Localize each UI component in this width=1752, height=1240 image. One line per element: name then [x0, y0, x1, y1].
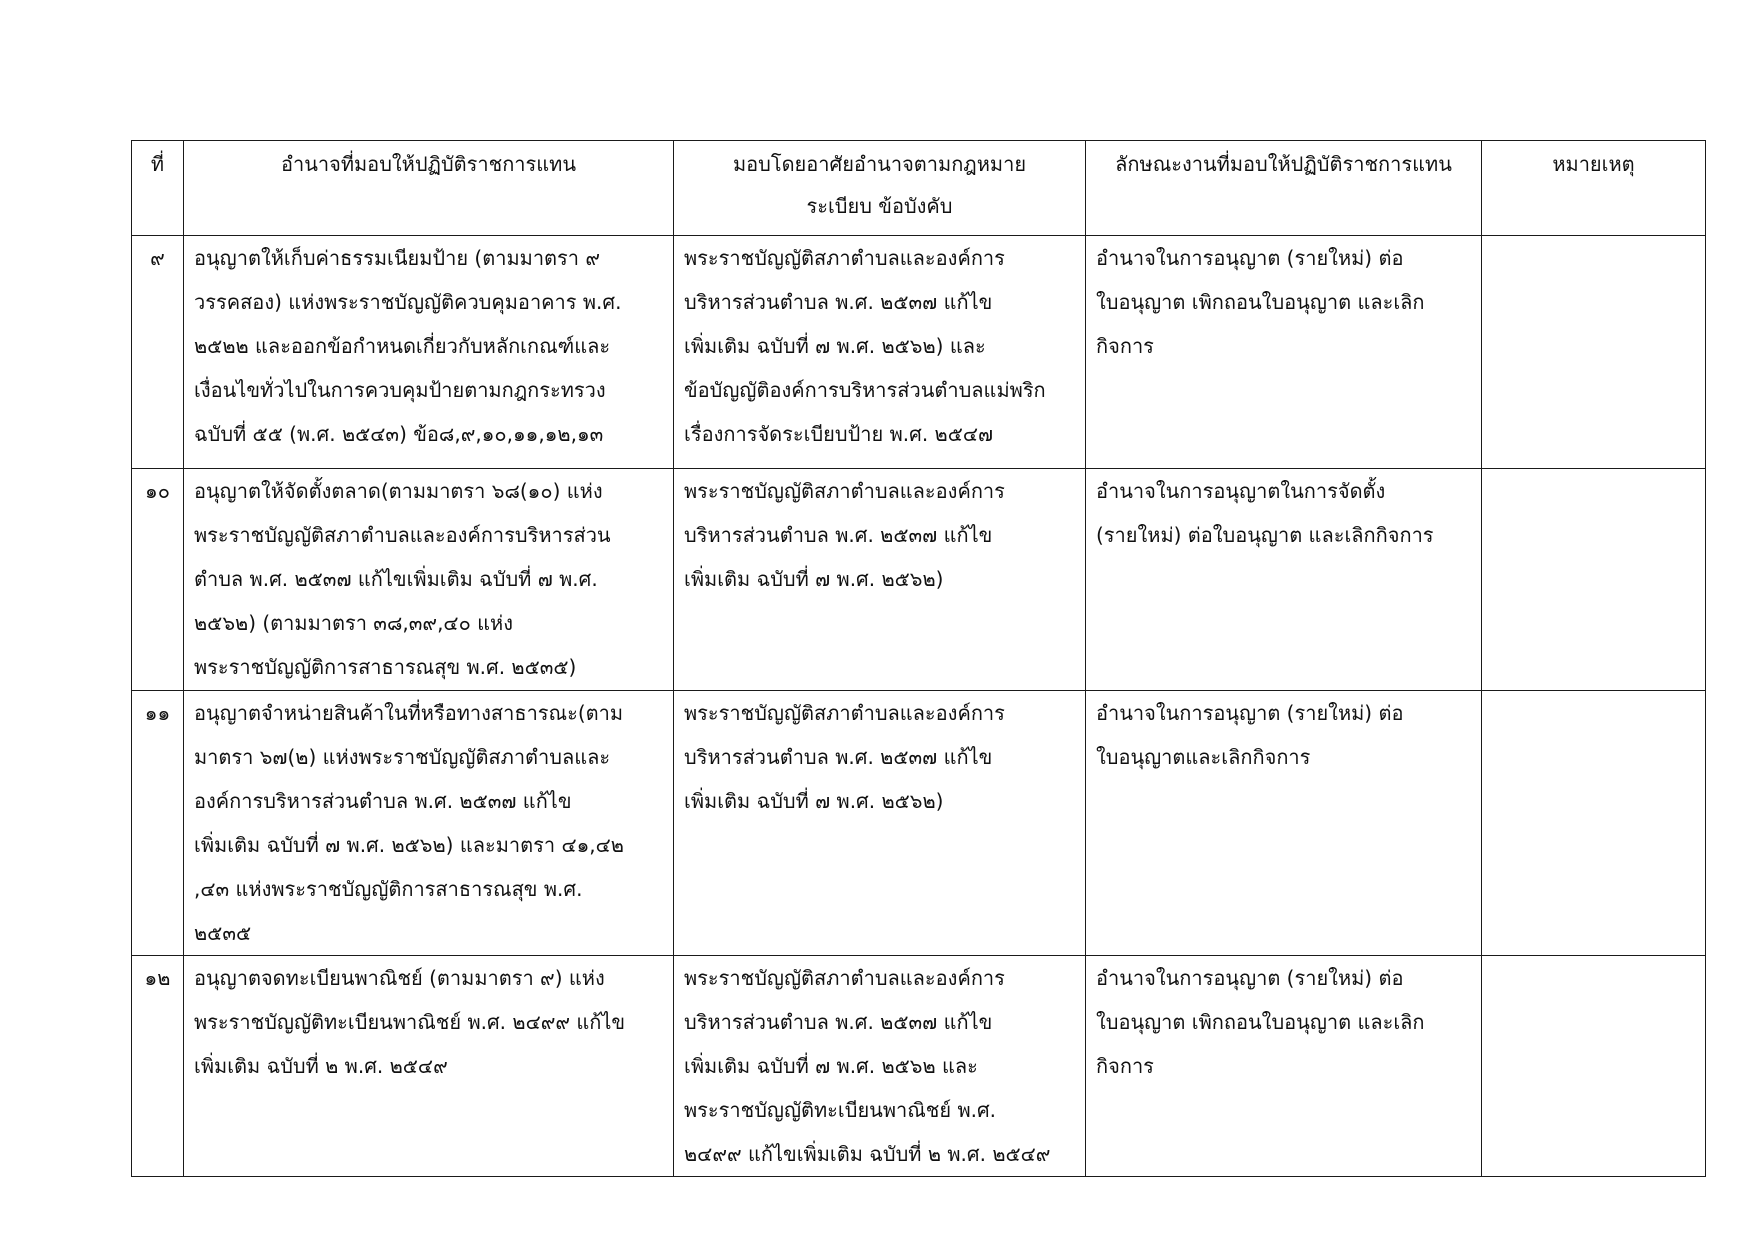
text-line: ๒๔๙๙ แก้ไขเพิ่มเติม ฉบับที่ ๒ พ.ศ. ๒๕๔๙: [684, 1142, 1051, 1166]
text-line: พระราชบัญญัติสภาตำบลและองค์การ: [684, 479, 1005, 503]
power-cell: [184, 691, 674, 956]
law-cell: [674, 691, 1086, 956]
text-line: พระราชบัญญัติทะเบียนพาณิชย์ พ.ศ. ๒๔๙๙ แก้ไข: [194, 1010, 626, 1034]
text-line: ตำบล พ.ศ. ๒๕๓๗ แก้ไขเพิ่มเติม ฉบับที่ ๗ พ.ศ.: [194, 567, 598, 591]
text-line: ใบอนุญาต เพิกถอนใบอนุญาต และเลิก: [1096, 1010, 1425, 1034]
text-line: อนุญาตจำหน่ายสินค้าในที่หรือทางสาธารณะ(ตาม: [194, 701, 624, 725]
header-note: [1482, 141, 1706, 236]
table-row: [132, 469, 1706, 691]
table-row: [132, 956, 1706, 1177]
text-line: องค์การบริหารส่วนตำบล พ.ศ. ๒๕๓๗ แก้ไข: [194, 789, 572, 813]
text-line: อำนาจที่มอบให้ปฏิบัติราชการแทน: [280, 152, 577, 176]
text-line: เพิ่มเติม ฉบับที่ ๗ พ.ศ. ๒๕๖๒) และ: [684, 334, 986, 358]
text-line: อำนาจในการอนุญาต (รายใหม่) ต่อ: [1096, 246, 1404, 270]
text-line: หมายเหตุ: [1552, 152, 1635, 176]
note-cell: [1482, 956, 1706, 1177]
table-row: [132, 236, 1706, 469]
text-line: มอบโดยอาศัยอำนาจตามกฎหมาย: [732, 152, 1027, 176]
text-line: พระราชบัญญัติสภาตำบลและองค์การ: [684, 701, 1005, 725]
text-line: กิจการ: [1096, 1054, 1154, 1078]
text-line: บริหารส่วนตำบล พ.ศ. ๒๕๓๗ แก้ไข: [684, 1010, 993, 1034]
text-line: อนุญาตให้เก็บค่าธรรมเนียมป้าย (ตามมาตรา ๙: [194, 246, 601, 270]
text-line: มาตรา ๖๗(๒) แห่งพระราชบัญญัติสภาตำบลและ: [194, 745, 611, 769]
nature-cell: [1086, 691, 1482, 956]
law-cell: [674, 469, 1086, 691]
header-law: [674, 141, 1086, 236]
law-cell: [674, 236, 1086, 469]
nature-cell: [1086, 236, 1482, 469]
text-line: พระราชบัญญัติทะเบียนพาณิชย์ พ.ศ.: [684, 1098, 997, 1122]
row-number: ๑๑: [132, 691, 184, 956]
text-line: พระราชบัญญัติสภาตำบลและองค์การ: [684, 966, 1005, 990]
nature-cell: [1086, 469, 1482, 691]
text-line: ระเบียบ ข้อบังคับ: [806, 194, 953, 218]
text-line: อำนาจในการอนุญาต (รายใหม่) ต่อ: [1096, 701, 1404, 725]
table-header-row: [132, 141, 1706, 236]
text-line: พระราชบัญญัติสภาตำบลและองค์การบริหารส่วน: [194, 523, 611, 547]
text-line: อนุญาตให้จัดตั้งตลาด(ตามมาตรา ๖๘(๑๐) แห่ง: [194, 479, 603, 503]
text-line: วรรคสอง) แห่งพระราชบัญญัติควบคุมอาคาร พ.ศ.: [194, 290, 622, 314]
row-number: ๑๐: [132, 469, 184, 691]
text-line: กิจการ: [1096, 334, 1154, 358]
text-line: เงื่อนไขทั่วไปในการควบคุมป้ายตามกฎกระทรวง: [194, 378, 606, 402]
text-line: ข้อบัญญัติองค์การบริหารส่วนตำบลแม่พริก: [684, 378, 1046, 402]
power-cell: [184, 236, 674, 469]
text-line: บริหารส่วนตำบล พ.ศ. ๒๕๓๗ แก้ไข: [684, 523, 993, 547]
text-line: ใบอนุญาต เพิกถอนใบอนุญาต และเลิก: [1096, 290, 1425, 314]
power-cell: [184, 956, 674, 1177]
text-line: พระราชบัญญัติสภาตำบลและองค์การ: [684, 246, 1005, 270]
text-line: อำนาจในการอนุญาตในการจัดตั้ง: [1096, 479, 1386, 503]
text-line: ที่: [150, 152, 165, 176]
text-line: เรื่องการจัดระเบียบป้าย พ.ศ. ๒๕๔๗: [684, 422, 994, 446]
text-line: (รายใหม่) ต่อใบอนุญาต และเลิกกิจการ: [1096, 523, 1434, 547]
delegation-table: [131, 140, 1706, 1177]
header-nature: [1086, 141, 1482, 236]
text-line: อำนาจในการอนุญาต (รายใหม่) ต่อ: [1096, 966, 1404, 990]
text-line: บริหารส่วนตำบล พ.ศ. ๒๕๓๗ แก้ไข: [684, 745, 993, 769]
text-line: พระราชบัญญัติการสาธารณสุข พ.ศ. ๒๕๓๕): [194, 655, 577, 679]
text-line: ,๔๓ แห่งพระราชบัญญัติการสาธารณสุข พ.ศ.: [194, 877, 583, 901]
row-number: ๑๒: [132, 956, 184, 1177]
note-cell: [1482, 691, 1706, 956]
header-power: [184, 141, 674, 236]
row-number: ๙: [132, 236, 184, 469]
text-line: ฉบับที่ ๕๕ (พ.ศ. ๒๕๔๓) ข้อ๘,๙,๑๐,๑๑,๑๒,๑๓: [194, 422, 604, 446]
note-cell: [1482, 236, 1706, 469]
text-line: บริหารส่วนตำบล พ.ศ. ๒๕๓๗ แก้ไข: [684, 290, 993, 314]
note-cell: [1482, 469, 1706, 691]
text-line: เพิ่มเติม ฉบับที่ ๗ พ.ศ. ๒๕๖๒ และ: [684, 1054, 978, 1078]
law-cell: [674, 956, 1086, 1177]
nature-cell: [1086, 956, 1482, 1177]
text-line: อนุญาตจดทะเบียนพาณิชย์ (ตามมาตรา ๙) แห่ง: [194, 966, 605, 990]
header-num: [132, 141, 184, 236]
power-cell: [184, 469, 674, 691]
text-line: เพิ่มเติม ฉบับที่ ๗ พ.ศ. ๒๕๖๒): [684, 789, 944, 813]
text-line: ๒๕๓๕: [194, 921, 252, 945]
text-line: เพิ่มเติม ฉบับที่ ๗ พ.ศ. ๒๕๖๒) และมาตรา ๔๑,๔๒: [194, 833, 624, 857]
text-line: ใบอนุญาตและเลิกกิจการ: [1096, 745, 1311, 769]
text-line: เพิ่มเติม ฉบับที่ ๗ พ.ศ. ๒๕๖๒): [684, 567, 944, 591]
text-line: เพิ่มเติม ฉบับที่ ๒ พ.ศ. ๒๕๔๙: [194, 1054, 448, 1078]
text-line: ๒๕๖๒) (ตามมาตรา ๓๘,๓๙,๔๐ แห่ง: [194, 611, 513, 635]
text-line: ๒๕๒๒ และออกข้อกำหนดเกี่ยวกับหลักเกณฑ์และ: [194, 334, 611, 358]
table-row: [132, 691, 1706, 956]
text-line: ลักษณะงานที่มอบให้ปฏิบัติราชการแทน: [1115, 152, 1452, 176]
